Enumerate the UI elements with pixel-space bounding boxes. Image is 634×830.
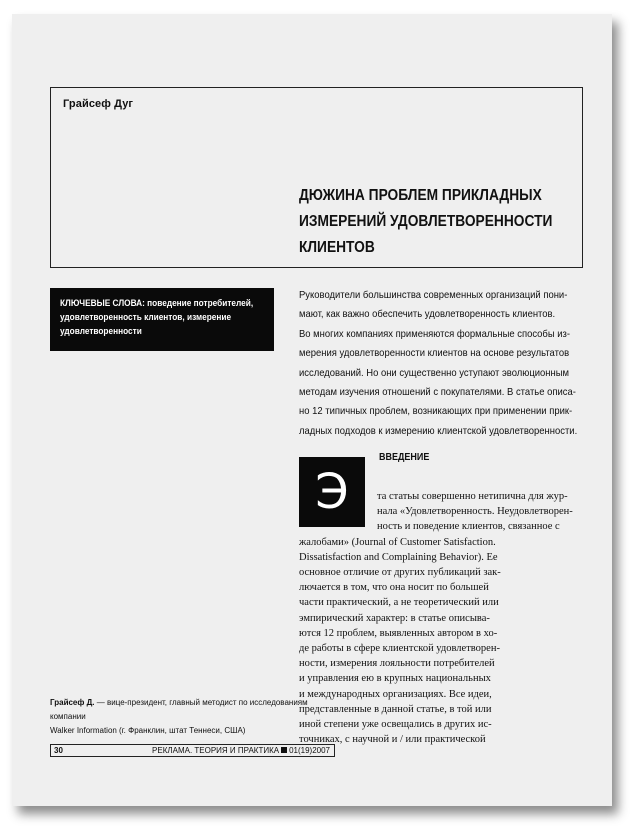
keywords-box [50, 288, 274, 351]
abstract-line: исследований. Но они существенно уступают эволюционным [299, 366, 570, 379]
article-title-line: ДЮЖИНА ПРОБЛЕМ ПРИКЛАДНЫХ [299, 187, 542, 204]
body-line: ются 12 проблем, выявленных автором в хо- [299, 627, 498, 639]
author-footnote [50, 696, 340, 738]
keywords-line: удовлетворенности [60, 326, 142, 336]
keywords-line: КЛЮЧЕВЫЕ СЛОВА: поведение потребителей, [60, 298, 254, 308]
article-title-line: КЛИЕНТОВ [299, 239, 375, 256]
body-line: ность и поведение клиентов, связанное с [377, 521, 560, 533]
journal-info [152, 745, 330, 756]
body-line: эмпирический характер: в статье описыва- [299, 612, 490, 624]
title-box [50, 87, 583, 268]
abstract-line: Во многих компаниях применяются формальные способы из- [299, 327, 571, 340]
body-line: и международных организациях. Все идеи, [299, 688, 492, 700]
abstract-line: методам изучения отношений с покупателями. В статье описа- [299, 386, 576, 399]
square-bullet-icon [281, 747, 287, 753]
body-line: ности, измерения лояльности потребителей [299, 658, 495, 670]
abstract-line: но 12 типичных проблем, возникающих при применении прик- [299, 405, 573, 418]
abstract-line: мерения удовлетворенности клиентов на основе результатов [299, 347, 570, 360]
body-line: части практический, а не теоретический или [299, 597, 499, 609]
body-line: жалобами» (Journal of Customer Satisfaction. [299, 536, 496, 548]
journal-page [12, 14, 612, 806]
footnote-text-line2: Walker Information (г. Франклин, штат Теннеси, США) [50, 726, 246, 735]
body-line: точниках, с научной и / или практической [299, 734, 486, 746]
abstract-line: Руководители большинства современных организаций пони- [299, 289, 568, 301]
body-line: лючается в том, что она носит по большей [299, 582, 489, 594]
journal-issue: 01(19)2007 [289, 746, 330, 755]
abstract-line: ладных подходов к измерению клиентской удовлетворенности. [299, 424, 578, 437]
body-line: Dissatisfaction and Complaining Behavior). Ее [299, 551, 498, 563]
journal-name: РЕКЛАМА. ТЕОРИЯ И ПРАКТИКА [152, 746, 280, 755]
footnote-text: — вице-президент, главный методист по исследованиям компании [50, 698, 308, 721]
drop-cap: Э [299, 457, 365, 527]
footnote-author: Грайсеф Д. [50, 698, 95, 707]
author-name: Грайсеф Дуг [63, 98, 134, 110]
keywords-line: удовлетворенность клиентов, измерение [60, 312, 232, 322]
page-number: 30 [54, 746, 63, 755]
body-line: де работы в сфере клиентской удовлетворен- [299, 643, 500, 654]
article-title-line: ИЗМЕРЕНИЙ УДОВЛЕТВОРЕННОСТИ [299, 213, 553, 230]
body-line: нала «Удовлетворенность. Неудовлетворен- [377, 506, 573, 518]
body-line: та статьы совершенно нетипична для жур- [377, 491, 568, 502]
body-line: и управления ею в крупных национальных [299, 673, 491, 685]
body-line: основное отличие от других публикаций зак- [299, 567, 501, 578]
section-heading: ВВЕДЕНИЕ [379, 452, 430, 463]
abstract [299, 286, 582, 441]
abstract-line: мают, как важно обеспечить удовлетворенность клиентов. [299, 308, 556, 321]
body-line: представленные в данной статье, в той или [299, 703, 492, 715]
keywords-text [60, 296, 264, 338]
article-title [299, 183, 566, 261]
body-line: иной степени уже освещались в других ис- [299, 719, 492, 730]
page-footer [50, 744, 335, 757]
